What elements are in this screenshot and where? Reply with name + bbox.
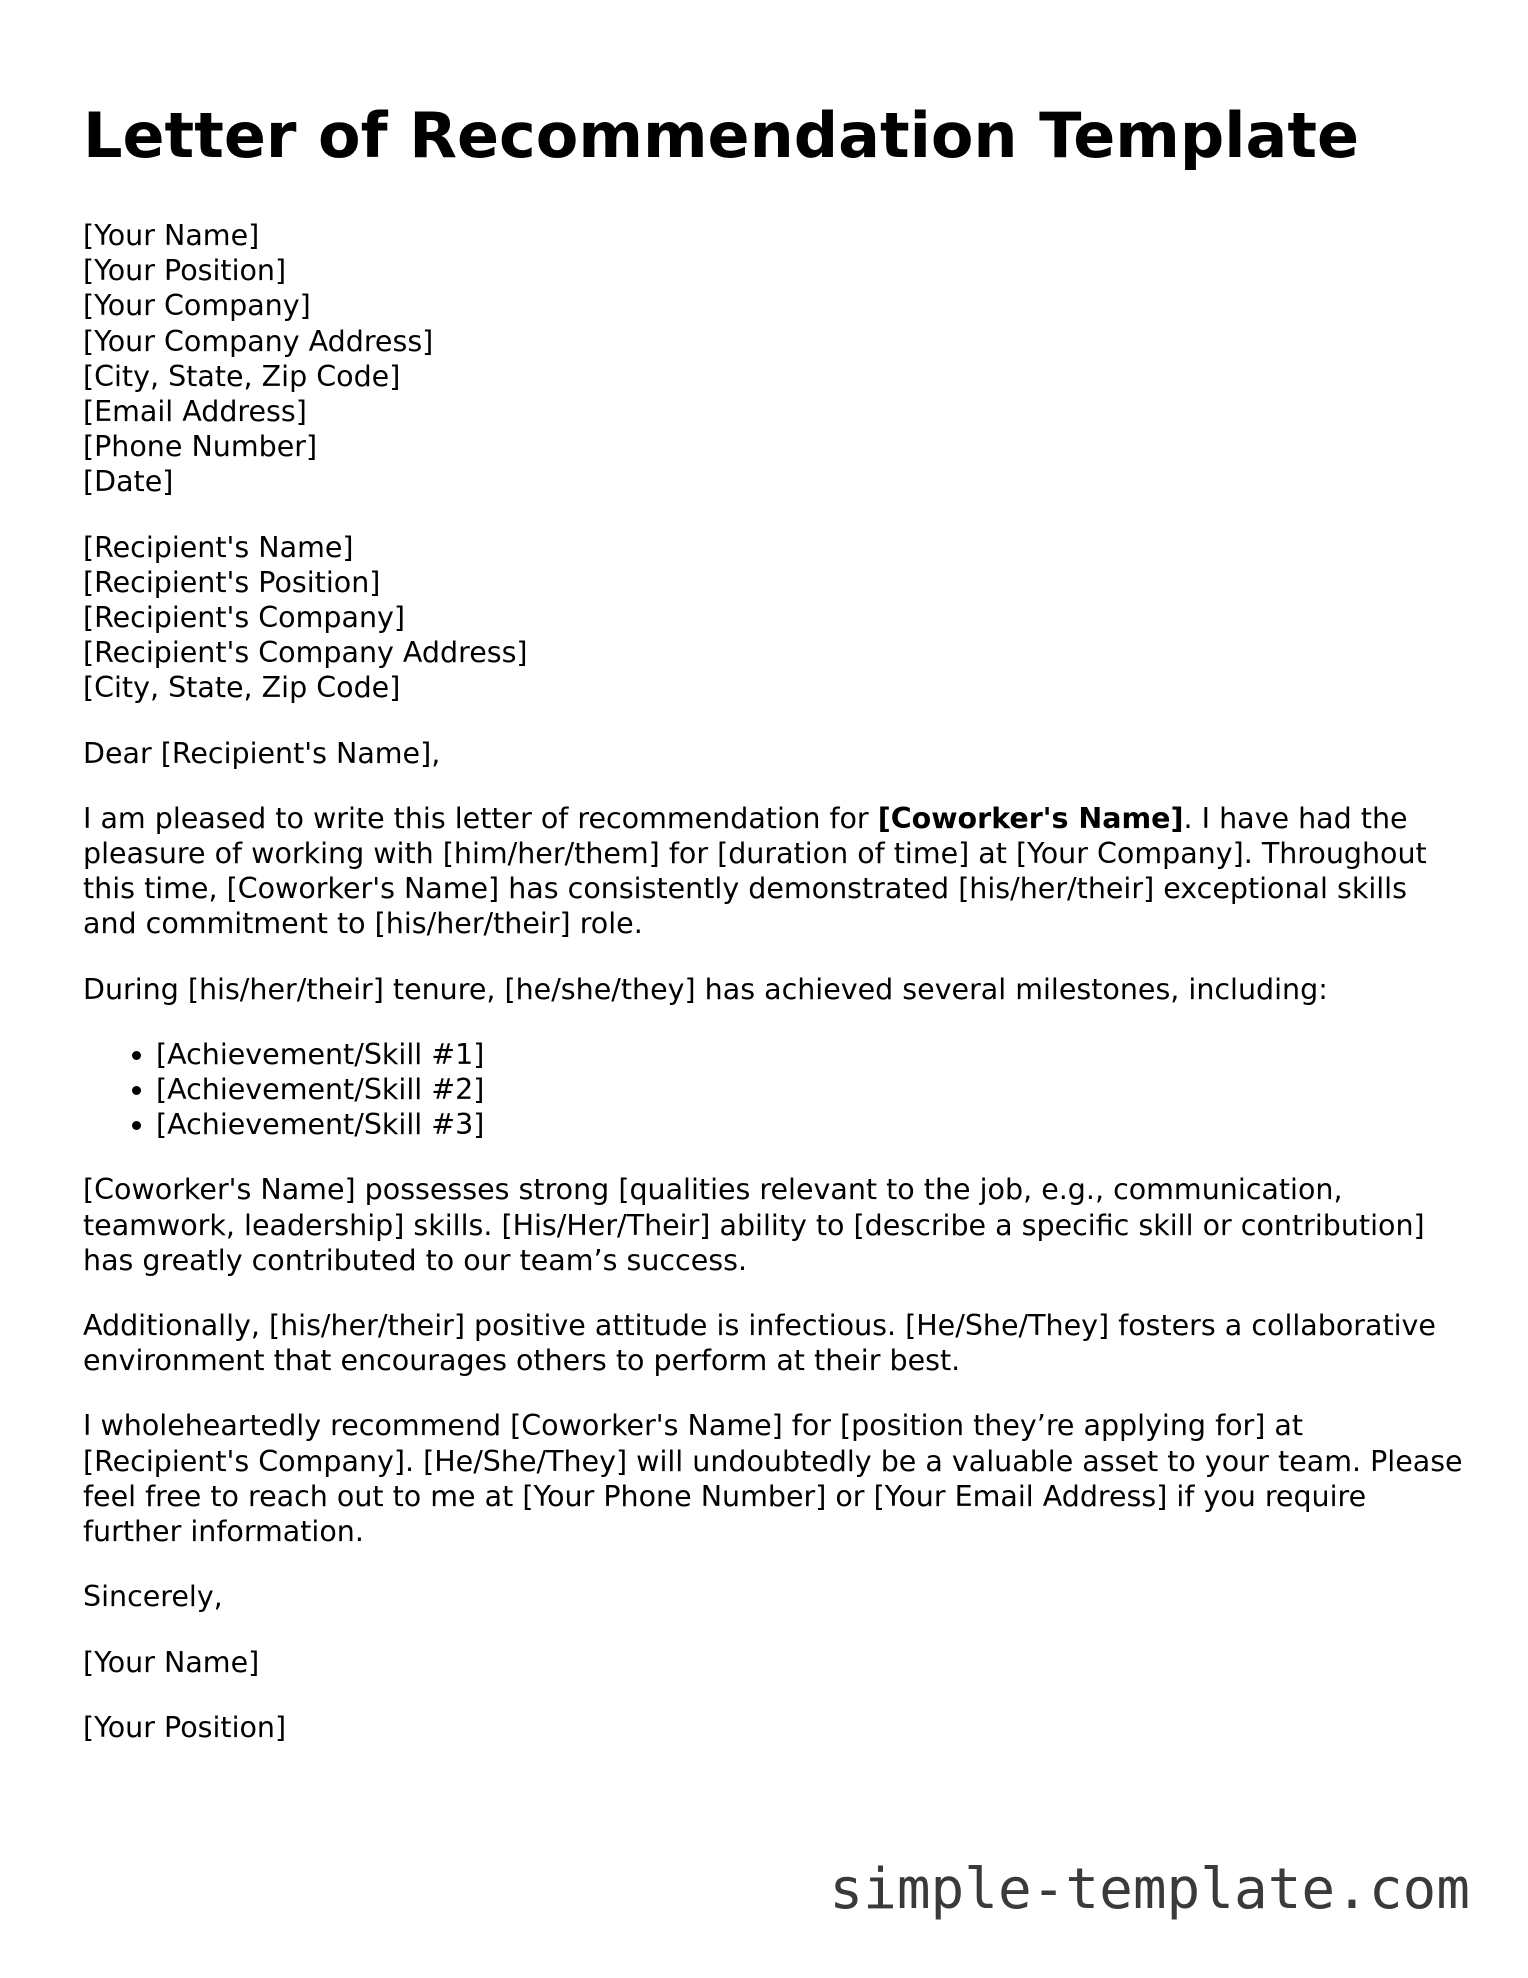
sender-city-state-zip: [City, State, Zip Code] [83, 359, 401, 393]
milestones-paragraph: During [his/her/their] tenure, [he/she/they] has achieved several milestones, including: [83, 972, 1328, 1006]
recommendation-paragraph: I wholeheartedly recommend [Coworker's Name] for [position they’re applying for] at [Recipient's Company]. [He/She/They] will undoubtedly be a valuable asset to your team. Please feel free to reach out to me at [Your Phone Number] or [Your Email Address] if you require further information. [83, 1409, 1463, 1549]
qualities-paragraph: [Coworker's Name] possesses strong [qualities relevant to the job, e.g., communication, teamwork, leadership] skills. [His/Her/Their] ability to [describe a specific skill or contribution] has greatly contributed to our team’s success. [83, 1173, 1425, 1277]
recipient-company: [Recipient's Company] [83, 601, 405, 635]
sender-address-block [83, 218, 1463, 500]
recipient-city-state-zip: [City, State, Zip Code] [83, 671, 401, 705]
sender-position: [Your Position] [83, 254, 287, 288]
list-item: • [Achievement/Skill #2] [156, 1072, 1463, 1107]
sender-company: [Your Company] [83, 289, 311, 323]
sender-name: [Your Name] [83, 219, 260, 252]
recipient-name: [Recipient's Name] [83, 530, 354, 564]
sender-email: [Email Address] [83, 395, 307, 429]
sender-phone: [Phone Number] [83, 430, 318, 464]
recipient-company-address: [Recipient's Company Address] [83, 636, 528, 670]
intro-text-end: . I have had the pleasure of working with [him/her/them] for [duration of time] at [Your Company]. Throughout this time, [Coworker's Name] has consistently demonstrated [his/her/their] exceptional skills and commitment to [his/her/their] role. [83, 801, 1427, 941]
letter-date: [Date] [83, 465, 174, 499]
list-item: • [Achievement/Skill #1] [156, 1037, 1463, 1072]
signature-position: [Your Position] [83, 1710, 287, 1744]
recipient-address-block [83, 530, 1463, 706]
sender-company-address: [Your Company Address] [83, 324, 434, 358]
attitude-paragraph: Additionally, [his/her/their] positive attitude is infectious. [He/She/They] fosters a collaborative environment that encourages others to perform at their best. [83, 1309, 1436, 1378]
page-title: Letter of Recommendation Template [83, 99, 1360, 172]
salutation: Dear [Recipient's Name], [83, 736, 441, 770]
closing: Sincerely, [83, 1580, 223, 1614]
intro-text-start: I am pleased to write this letter of recommendation for [83, 801, 878, 835]
achievements-list [83, 1037, 1463, 1143]
intro-paragraph [83, 801, 1463, 942]
list-item: • [Achievement/Skill #3] [156, 1107, 1463, 1142]
letter-body [83, 218, 1463, 1775]
site-watermark: simple-template.com [829, 1857, 1470, 1922]
coworker-name-bold: [Coworker's Name] [877, 801, 1184, 835]
signature-name: [Your Name] [83, 1645, 260, 1679]
recipient-position: [Recipient's Position] [83, 565, 381, 599]
